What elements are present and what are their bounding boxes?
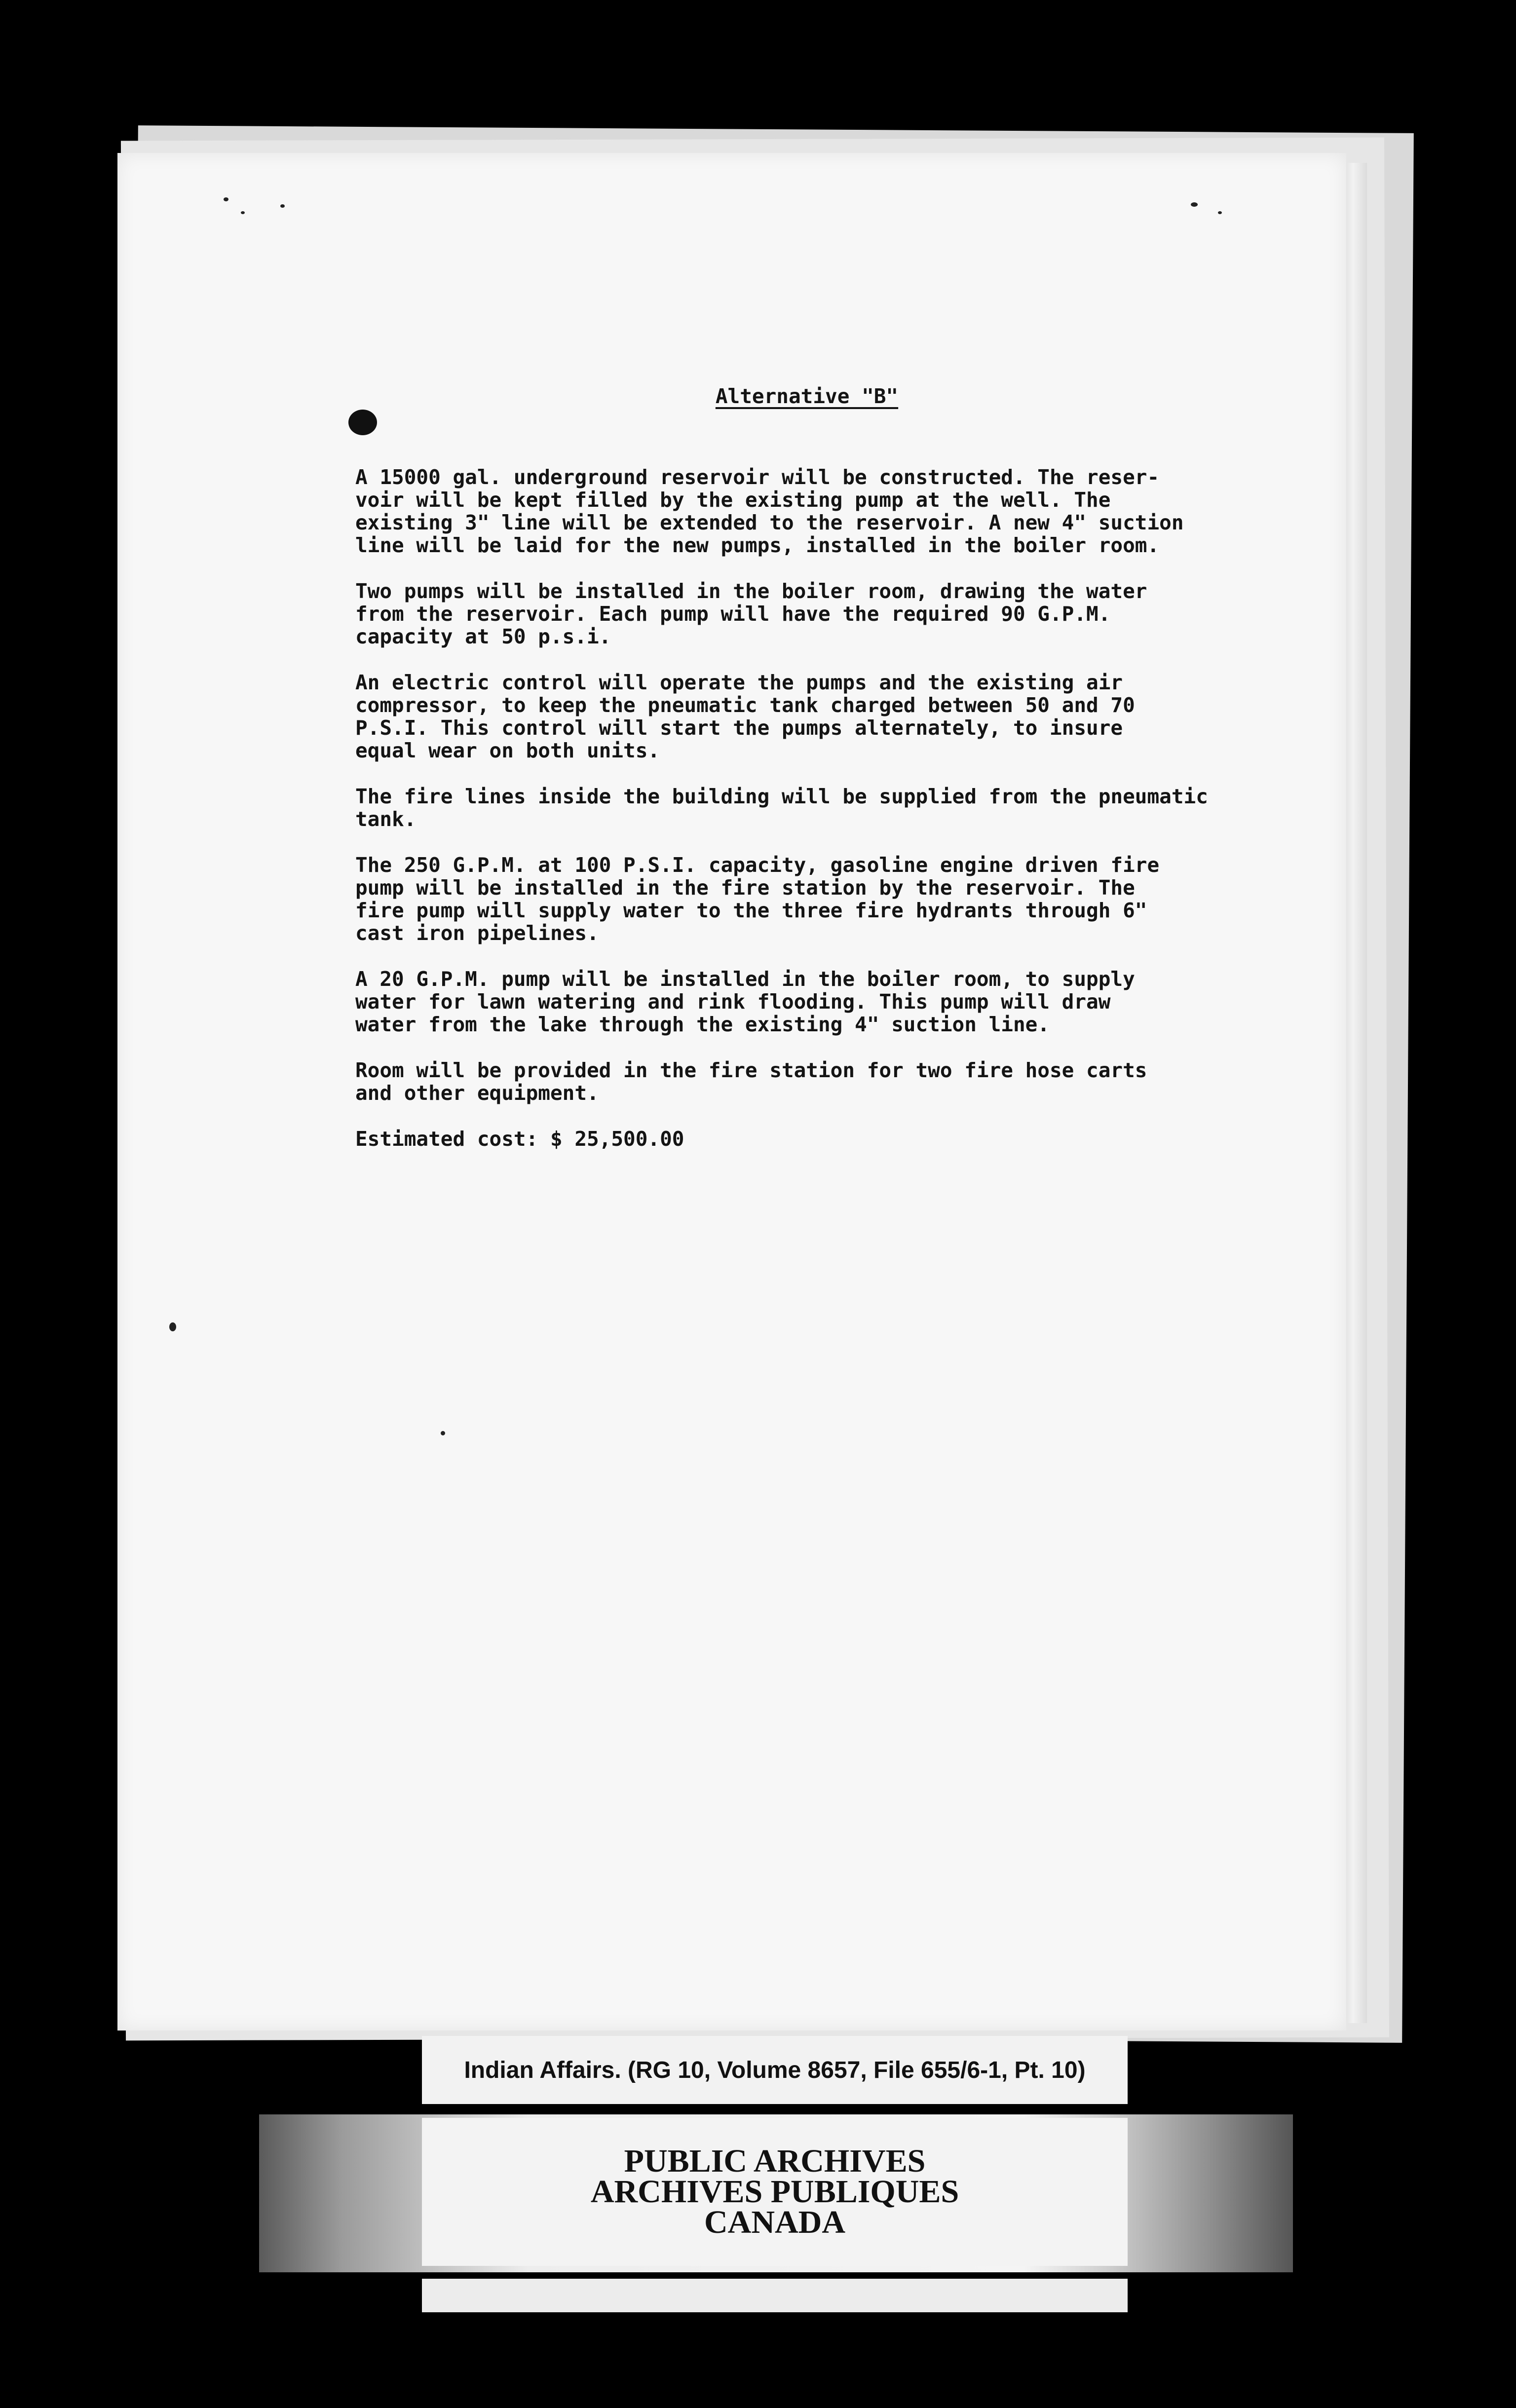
paragraph-fire-pump: The 250 G.P.M. at 100 P.S.I. capacity, gasoline engine driven fire pump will be installed in the fire station by the reservoir. The fire pump will supply water to the three fire hydrants through 6" cast iron pipelines. bbox=[355, 853, 1160, 945]
paragraph-pumps: Two pumps will be installed in the boiler room, drawing the water from the reservoir. Each pump will have the required 90 G.P.M. capacity at 50 p.s.i. bbox=[355, 579, 1147, 648]
paragraph-lawn-pump: A 20 G.P.M. pump will be installed in the boiler room, to supply water for lawn watering and rink flooding. This pump will draw water from the lake through the existing 4" suction line. bbox=[355, 967, 1135, 1036]
document-title: Alternative "B" bbox=[715, 384, 899, 408]
speck bbox=[1191, 202, 1198, 207]
speck bbox=[441, 1431, 445, 1435]
archive-line-public: PUBLIC ARCHIVES bbox=[624, 2143, 926, 2179]
speck bbox=[224, 197, 228, 201]
estimated-cost: Estimated cost: $ 25,500.00 bbox=[355, 1127, 684, 1151]
speck bbox=[280, 204, 285, 208]
archive-line-canada: CANADA bbox=[704, 2204, 845, 2240]
speck bbox=[169, 1322, 176, 1331]
paragraph-electric-control: An electric control will operate the pumps and the existing air compressor, to keep the pneumatic tank charged between 50 and 70 P.S.I. This control will start the pumps alternately, to insure equal wear on both units. bbox=[355, 671, 1135, 762]
paragraph-reservoir: A 15000 gal. underground reservoir will be constructed. The reser- voir will be kept filled by the existing pump at the well. The existing 3" line will be extended to the reservoir. A new 4" suction line will be laid for the new pumps, installed in the boiler room. bbox=[355, 465, 1184, 557]
speck bbox=[1218, 211, 1222, 214]
archive-citation-label: Indian Affairs. (RG 10, Volume 8657, File 655/6-1, Pt. 10) bbox=[422, 2036, 1128, 2104]
label-strip bbox=[422, 2279, 1128, 2312]
document-body bbox=[355, 385, 1258, 1150]
speck bbox=[241, 211, 245, 214]
archive-line-publiques: ARCHIVES PUBLIQUES bbox=[590, 2174, 959, 2210]
paragraph-fire-station: Room will be provided in the fire station for two fire hose carts and other equipment. bbox=[355, 1058, 1147, 1105]
archive-stamp-label bbox=[422, 2118, 1128, 2266]
paragraph-fire-lines: The fire lines inside the building will be supplied from the pneumatic tank. bbox=[355, 785, 1208, 831]
